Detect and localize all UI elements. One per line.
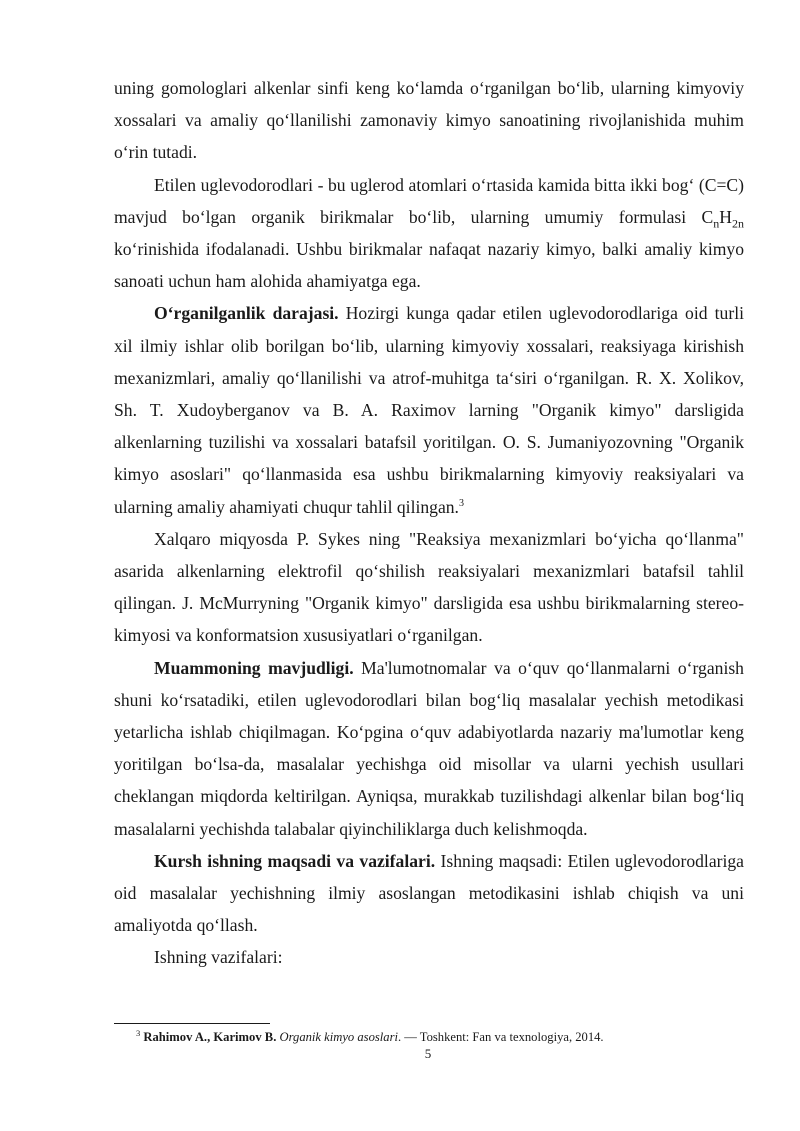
footnote <box>136 1029 746 1045</box>
paragraph-tasks-heading: Ishning vazifalari: <box>154 947 283 968</box>
definition-text-end: ko‘rinishida ifodalanadi. Ushbu birikmalar nafaqat nazariy kimyo, balki amaliy kimyo sanoati uchun ham alohida ahamiyatga ega. <box>114 239 744 292</box>
section-label-goals: Kursh ishning maqsadi va vazifalari. <box>154 850 436 871</box>
footnote-reference[interactable]: 3 <box>458 497 464 509</box>
section-label-problem: Muammoning mavjudligi. <box>154 657 354 678</box>
paragraph-problem <box>114 652 744 845</box>
footnote-authors: Rahimov A., Karimov B. <box>143 1030 277 1044</box>
formula-hydrogen: H <box>719 206 732 227</box>
footnote-separator <box>114 1023 270 1024</box>
paragraph-ethylene-definition <box>114 169 744 298</box>
paragraph-international: Xalqaro miqyosda P. Sykes ning "Reaksiya mexanizmlari bo‘yicha qo‘llanma" asarida alkenlarning elektrofil qo‘shilish reaksiyalari mexanizmlari batafsil tahlil qilingan. J. McMurryning "Organik kimyo" darsligida esa ushbu birikmalarning stereo-kimyosi va konformatsion xususiyatlari o‘rganilgan. <box>114 528 744 646</box>
problem-text: Ma'lumotnomalar va o‘quv qo‘llanmalarni o‘rganish shuni ko‘rsatadiki, etilen uglevodorodlari bilan bog‘liq masalalar yechish metodikasi yetarlicha ishlab chiqilmagan. Ko‘pgina o‘quv adabiyotlarda nazariy ma'lumotlar keng yoritilgan bo‘lsa-da, masalalar yechishga oid misollar va ularni yechish usullari cheklangan miqdorda keltirilgan. Ayniqsa, murakkab tuzilishdagi alkenlar bilan bog‘liq masalalarni yechishda talabalar qiyinchiliklarga duch kelishmoqda. <box>114 657 744 839</box>
main-text <box>114 72 744 974</box>
paragraph-goals <box>114 845 744 942</box>
section-label-research-level: O‘rganilganlik darajasi. <box>154 303 339 324</box>
paragraph-research-level <box>114 297 744 522</box>
page-number: 5 <box>424 1046 432 1061</box>
paragraph-intro: uning gomologlari alkenlar sinfi keng ko‘lamda o‘rganilgan bo‘lib, ularning kimyoviy xossalari va amaliy qo‘llanilishi zamonaviy kimyo sanoatining rivojlanishida muhim o‘rin tutadi. <box>114 78 744 163</box>
formula-subscript-2n: 2n <box>732 216 744 231</box>
footnote-number: 3 <box>136 1027 141 1038</box>
formula-subscript-n: n <box>713 216 720 231</box>
definition-text-start: Etilen uglevodorodlari - bu uglerod atomlari o‘rtasida kamida bitta ikki bog‘ (C=C) mavjud bo‘lgan organik birikmalar bo‘lib, ularning umumiy formulasi C <box>114 174 744 227</box>
footnote-publication: . — Toshkent: Fan va texnologiya, 2014. <box>397 1030 604 1044</box>
goals-text: Ishning maqsadi: Etilen uglevodorodlariga oid masalalar yechishning ilmiy asoslangan metodikasini ishlab chiqish va uni amaliyotda qo‘llash. <box>114 850 744 936</box>
footnote-title: Organik kimyo asoslari <box>279 1030 398 1044</box>
research-level-text: Hozirgi kunga qadar etilen uglevodorodlariga oid turli xil ilmiy ishlar olib borilgan bo‘lib, ularning kimyoviy xossalari, reaksiyaga kirishish mexanizmlari, amaliy qo‘llanilishi va atrof-muhitga ta‘siri o‘rganilgan. R. X. Xolikov, Sh. T. Xudoyberganov va B. A. Raximov larning "Organik kimyo" darsligida alkenlarning tuzilishi va xossalari batafsil yoritilgan. O. S. Jumaniyozovning "Organik kimyo asoslari" qo‘llanmasida esa ushbu birikmalarning kimyoviy reaksiyalari va ularning amaliy ahamiyati chuqur tahlil qilingan. <box>114 303 744 517</box>
